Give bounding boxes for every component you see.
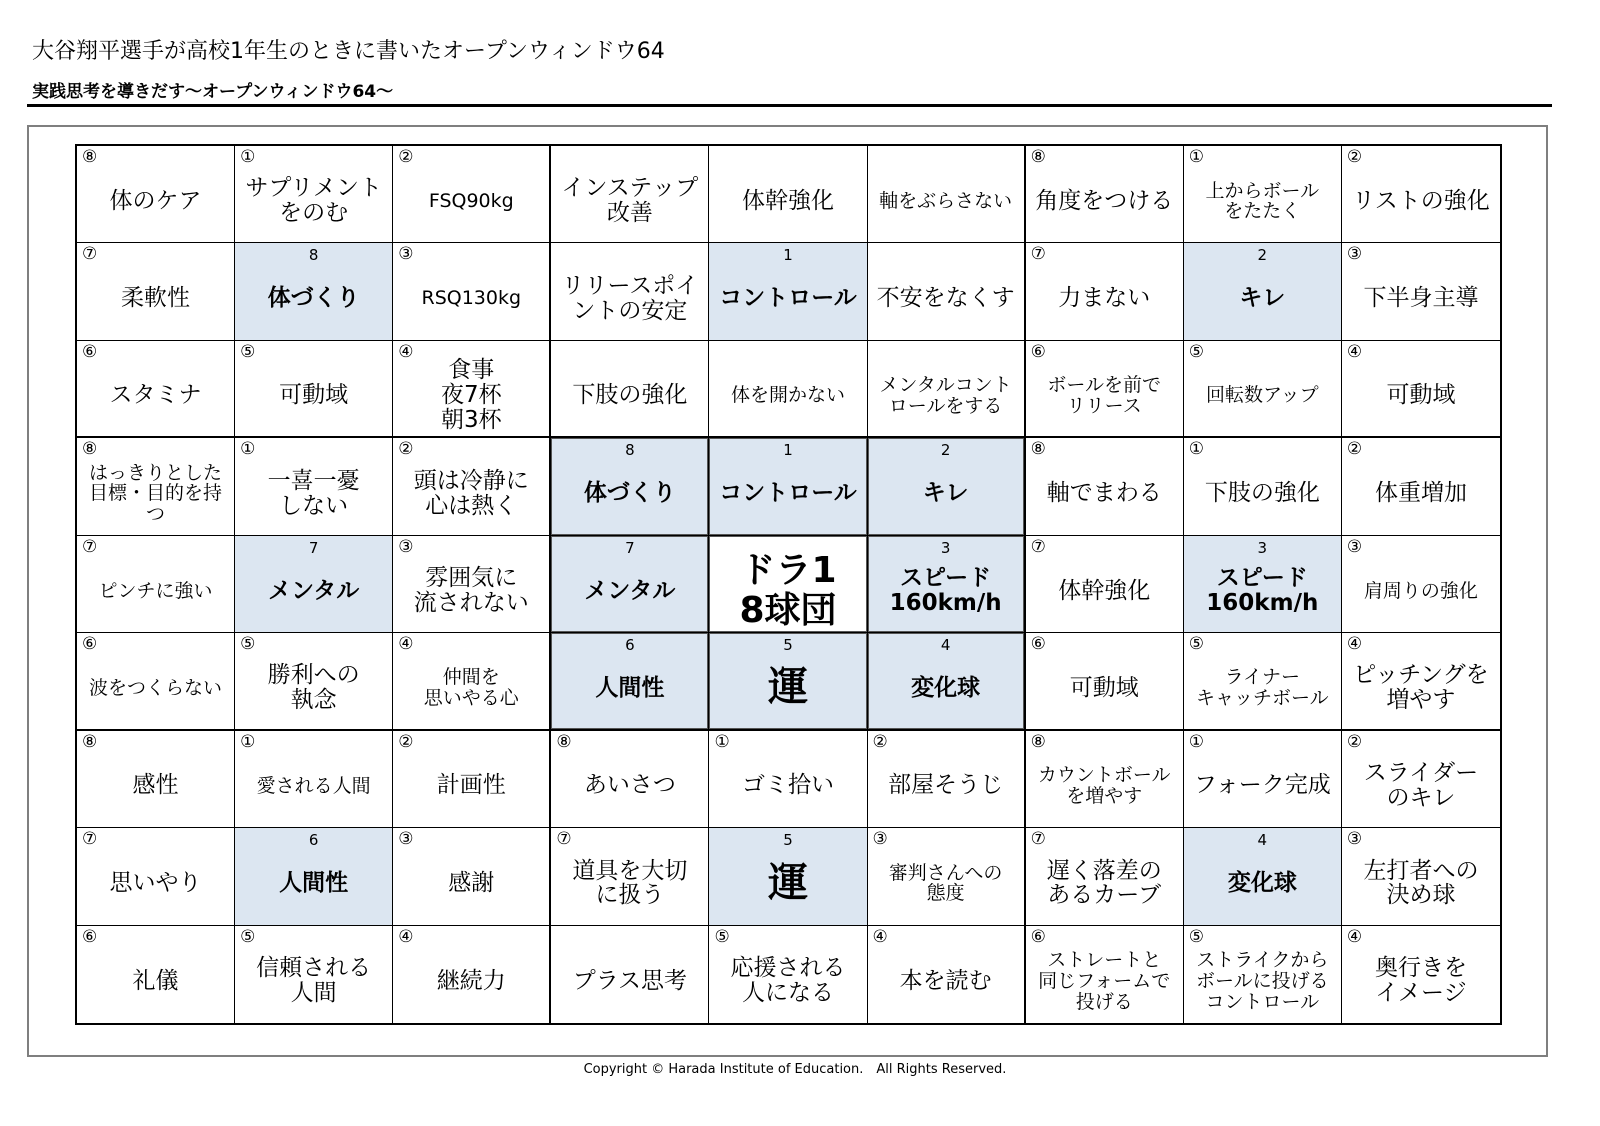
circled-index: ⑦ [1030, 536, 1046, 557]
cell-text: 力まない [1058, 285, 1151, 312]
action-cell [1026, 438, 1184, 535]
circled-index: ⑧ [556, 731, 572, 752]
action-cell [77, 926, 235, 1023]
circled-index: ③ [398, 829, 414, 850]
circled-index: ⑧ [1030, 439, 1046, 460]
action-cell [1184, 926, 1342, 1023]
cell-text: 雰囲気に 流されない [413, 565, 529, 616]
cell-text: ストレートと 同じフォームで 投げる [1038, 949, 1171, 1013]
theme-number: 8 [308, 246, 319, 265]
circled-index: ③ [1346, 536, 1363, 557]
action-cell [709, 146, 867, 243]
action-cell [235, 926, 393, 1023]
action-cell [1026, 243, 1184, 340]
theme-number: 5 [783, 831, 793, 850]
theme-cell [235, 243, 393, 340]
central-goal-cell [709, 536, 867, 633]
circled-index: ② [398, 147, 414, 167]
circled-index: ③ [1346, 829, 1363, 850]
action-cell [1026, 341, 1184, 438]
action-cell [1342, 243, 1500, 340]
circled-index: ⑥ [1030, 341, 1046, 362]
action-cell [1026, 633, 1184, 730]
cell-text: 変化球 [1227, 869, 1297, 896]
action-cell [1026, 731, 1184, 828]
action-cell [551, 146, 709, 243]
circled-index: ⑦ [82, 244, 98, 265]
theme-cell [1184, 536, 1342, 633]
theme-number: 2 [940, 441, 951, 460]
cell-text: 頭は冷静に 心は熱く [413, 467, 529, 519]
cell-text: 可動域 [1386, 382, 1456, 409]
cell-text: 体づくり [267, 285, 360, 312]
cell-text: ストライクから ボールに投げる コントロール [1196, 949, 1329, 1013]
action-cell [235, 146, 393, 243]
cell-text: ゴミ拾い [741, 772, 834, 799]
action-cell [393, 243, 551, 340]
copyright-notice: Copyright © Harada Institute of Education. All Rights Reserved. [583, 1062, 1007, 1077]
action-cell [868, 146, 1026, 243]
cell-text: コントロール [719, 480, 857, 507]
cell-text: 遅く落差の あるカーブ [1046, 857, 1162, 909]
circled-index: ④ [398, 341, 414, 362]
circled-index: ② [398, 439, 414, 460]
action-cell [77, 243, 235, 340]
cell-text: ピッチングを 増やす [1353, 662, 1489, 713]
circled-index: ⑦ [556, 829, 572, 850]
cell-text: 人間性 [595, 674, 665, 701]
circled-index: ⑧ [82, 731, 98, 752]
action-cell [1184, 633, 1342, 730]
theme-cell [235, 828, 393, 925]
cell-text: 軸をぶらさない [879, 189, 1013, 212]
theme-number: 3 [1257, 538, 1268, 557]
theme-number: 2 [1257, 246, 1268, 265]
circled-index: ② [1346, 147, 1363, 167]
action-cell [77, 438, 235, 535]
cell-text: 体幹強化 [741, 187, 834, 214]
action-cell [77, 731, 235, 828]
theme-cell [551, 633, 709, 730]
circled-index: ④ [1346, 634, 1363, 655]
action-cell [393, 633, 551, 730]
cell-text: フォーク完成 [1193, 772, 1331, 799]
cell-text: 運 [767, 664, 808, 711]
action-cell [868, 243, 1026, 340]
action-cell [1184, 731, 1342, 828]
theme-cell [868, 536, 1026, 633]
circled-index: ① [240, 147, 256, 167]
action-cell [551, 926, 709, 1023]
circled-index: ⑧ [1030, 731, 1046, 752]
action-cell [709, 341, 867, 438]
cell-text: 柔軟性 [121, 285, 191, 312]
cell-text: ピンチに強い [98, 579, 213, 602]
circled-index: ⑦ [82, 536, 98, 557]
open-window-64-grid [75, 144, 1502, 1025]
circled-index: ④ [1346, 926, 1363, 947]
action-cell [1184, 341, 1342, 438]
cell-text: 下肢の強化 [572, 382, 688, 409]
cell-text: 肩周りの強化 [1363, 579, 1478, 602]
cell-text: 仲間を 思いやる心 [423, 666, 519, 709]
circled-index: ④ [872, 926, 888, 947]
theme-number: 4 [940, 636, 951, 655]
cell-text: プラス思考 [572, 967, 688, 994]
circled-index: ① [1188, 147, 1205, 167]
page-subtitle: 実践思考を導きだす～オープンウィンドウ64～ [32, 82, 394, 102]
action-cell [393, 828, 551, 925]
theme-number: 8 [625, 441, 635, 460]
action-cell [868, 341, 1026, 438]
action-cell [1342, 633, 1500, 730]
cell-text: 波をつくらない [89, 676, 223, 699]
action-cell [77, 828, 235, 925]
cell-text: 角度をつける [1035, 187, 1174, 214]
cell-text: 体を開かない [730, 384, 845, 407]
cell-text: 左打者への 決め球 [1363, 857, 1479, 909]
cell-text: 勝利への 執念 [267, 662, 360, 713]
theme-number: 7 [625, 538, 635, 557]
cell-text: ドラ1 8球団 [739, 550, 837, 631]
cell-text: FSQ90kg [428, 189, 514, 212]
action-cell [551, 828, 709, 925]
circled-index: ⑤ [240, 341, 256, 362]
cell-text: ボールを前で リリース [1047, 374, 1162, 417]
action-cell [235, 341, 393, 438]
theme-cell [709, 438, 867, 535]
action-cell [1184, 146, 1342, 243]
action-cell [1026, 828, 1184, 925]
cell-text: あいさつ [583, 772, 676, 799]
cell-text: RSQ130kg [421, 287, 522, 310]
circled-index: ⑥ [82, 634, 98, 655]
cell-text: インステップ 改善 [561, 175, 699, 227]
cell-text: 愛される人間 [256, 774, 371, 797]
circled-index: ① [1188, 731, 1205, 752]
circled-index: ⑤ [1188, 634, 1205, 655]
theme-number: 6 [625, 636, 635, 655]
cell-text: 信頼される 人間 [256, 955, 372, 1007]
cell-text: 本を読む [899, 967, 992, 994]
circled-index: ⑤ [714, 926, 730, 947]
cell-text: 感謝 [448, 869, 495, 896]
cell-text: 奥行きを イメージ [1374, 955, 1467, 1007]
header-divider [27, 104, 1552, 107]
cell-text: 下半身主導 [1363, 285, 1479, 312]
cell-text: メンタルコント ロールをする [879, 374, 1012, 417]
cell-text: 上からボール をたたく [1205, 179, 1320, 223]
action-cell [868, 828, 1026, 925]
theme-number: 1 [783, 441, 793, 460]
action-cell [1342, 438, 1500, 535]
cell-text: 礼儀 [132, 967, 179, 994]
theme-number: 6 [308, 831, 319, 850]
theme-number: 3 [940, 538, 951, 557]
circled-index: ③ [398, 536, 414, 557]
cell-text: キレ [1239, 285, 1286, 312]
action-cell [1026, 146, 1184, 243]
cell-text: 可動域 [279, 382, 349, 409]
circled-index: ① [240, 439, 256, 460]
action-cell [393, 731, 551, 828]
action-cell [709, 731, 867, 828]
cell-text: スライダー のキレ [1363, 760, 1479, 811]
cell-text: サプリメント をのむ [245, 175, 382, 227]
cell-text: 部屋そうじ [888, 772, 1004, 799]
theme-number: 1 [783, 246, 793, 265]
action-cell [868, 731, 1026, 828]
cell-text: 運 [767, 859, 808, 906]
circled-index: ④ [1346, 341, 1363, 362]
cell-text: スタミナ [109, 382, 202, 409]
theme-cell [709, 633, 867, 730]
action-cell [393, 926, 551, 1023]
cell-text: 回転数アップ [1205, 384, 1319, 407]
circled-index: ③ [398, 244, 414, 265]
action-cell [551, 243, 709, 340]
cell-text: スピード 160km/h [1206, 565, 1319, 616]
circled-index: ⑧ [1030, 147, 1046, 167]
action-cell [235, 438, 393, 535]
theme-cell [868, 633, 1026, 730]
circled-index: ⑥ [82, 926, 98, 947]
cell-text: 計画性 [436, 772, 506, 799]
action-cell [1342, 341, 1500, 438]
action-cell [868, 926, 1026, 1023]
circled-index: ③ [1346, 244, 1363, 265]
cell-text: 感性 [132, 772, 179, 799]
action-cell [235, 633, 393, 730]
circled-index: ② [1346, 731, 1363, 752]
action-cell [393, 536, 551, 633]
action-cell [1184, 438, 1342, 535]
cell-text: 変化球 [911, 674, 981, 701]
theme-cell [551, 438, 709, 535]
circled-index: ⑤ [1188, 341, 1205, 362]
cell-text: カウントボール を増やす [1037, 764, 1171, 807]
theme-cell [235, 536, 393, 633]
circled-index: ⑦ [82, 829, 98, 850]
cell-text: リリースポイ ントの安定 [561, 272, 699, 324]
action-cell [709, 926, 867, 1023]
theme-number: 7 [308, 538, 319, 557]
theme-cell [709, 828, 867, 925]
circled-index: ① [240, 731, 256, 752]
cell-text: 思いやり [109, 869, 202, 896]
cell-text: 審判さんへの 態度 [888, 861, 1003, 905]
theme-cell [1184, 243, 1342, 340]
cell-text: ライナー キャッチボール [1196, 666, 1329, 709]
theme-number: 4 [1257, 831, 1268, 850]
action-cell [77, 146, 235, 243]
theme-cell [551, 536, 709, 633]
action-cell [1342, 536, 1500, 633]
cell-text: キレ [922, 480, 969, 507]
cell-text: 人間性 [279, 869, 349, 896]
action-cell [1026, 536, 1184, 633]
cell-text: 体づくり [583, 480, 676, 507]
circled-index: ⑤ [1188, 926, 1205, 947]
circled-index: ② [1346, 439, 1363, 460]
cell-text: 応援される 人になる [730, 955, 846, 1007]
action-cell [393, 341, 551, 438]
action-cell [1026, 926, 1184, 1023]
cell-text: コントロール [719, 285, 857, 312]
action-cell [1342, 926, 1500, 1023]
action-cell [551, 731, 709, 828]
cell-text: 不安をなくす [876, 285, 1015, 312]
circled-index: ⑤ [240, 926, 256, 947]
circled-index: ③ [872, 829, 888, 850]
circled-index: ⑦ [1030, 244, 1046, 265]
action-cell [77, 536, 235, 633]
action-cell [393, 146, 551, 243]
theme-number: 5 [783, 636, 793, 655]
cell-text: メンタル [268, 577, 360, 604]
circled-index: ② [872, 731, 888, 752]
cell-text: はっきりとした 目標・目的を持 つ [89, 461, 223, 525]
cell-text: 道具を大切 に扱う [572, 857, 688, 909]
action-cell [77, 633, 235, 730]
circled-index: ① [1188, 439, 1205, 460]
circled-index: ⑥ [82, 341, 98, 362]
action-cell [1342, 731, 1500, 828]
cell-text: 軸でまわる [1046, 480, 1162, 507]
circled-index: ② [398, 731, 414, 752]
cell-text: 継続力 [436, 967, 506, 994]
circled-index: ① [714, 731, 730, 752]
theme-cell [868, 438, 1026, 535]
cell-text: 下肢の強化 [1204, 480, 1320, 507]
circled-index: ⑥ [1030, 634, 1046, 655]
circled-index: ④ [398, 926, 414, 947]
action-cell [1342, 828, 1500, 925]
cell-text: 一喜一憂 しない [267, 467, 360, 519]
cell-text: 体のケア [109, 187, 202, 214]
theme-cell [1184, 828, 1342, 925]
circled-index: ⑤ [240, 634, 256, 655]
circled-index: ⑥ [1030, 926, 1046, 947]
circled-index: ⑧ [82, 147, 98, 167]
circled-index: ④ [398, 634, 414, 655]
page-title: 大谷翔平選手が高校1年生のときに書いたオープンウィンドウ64 [32, 39, 665, 64]
cell-text: 体重増加 [1374, 480, 1467, 507]
cell-text: 食事 夜7杯 朝3杯 [440, 357, 502, 434]
action-cell [1342, 146, 1500, 243]
action-cell [551, 341, 709, 438]
action-cell [77, 341, 235, 438]
cell-text: メンタル [584, 577, 676, 604]
theme-cell [709, 243, 867, 340]
cell-text: 可動域 [1069, 674, 1139, 701]
circled-index: ⑦ [1030, 829, 1046, 850]
cell-text: 体幹強化 [1058, 577, 1151, 604]
cell-text: リストの強化 [1352, 187, 1490, 214]
action-cell [393, 438, 551, 535]
cell-text: スピード 160km/h [889, 565, 1002, 616]
circled-index: ⑧ [82, 439, 98, 460]
action-cell [235, 731, 393, 828]
